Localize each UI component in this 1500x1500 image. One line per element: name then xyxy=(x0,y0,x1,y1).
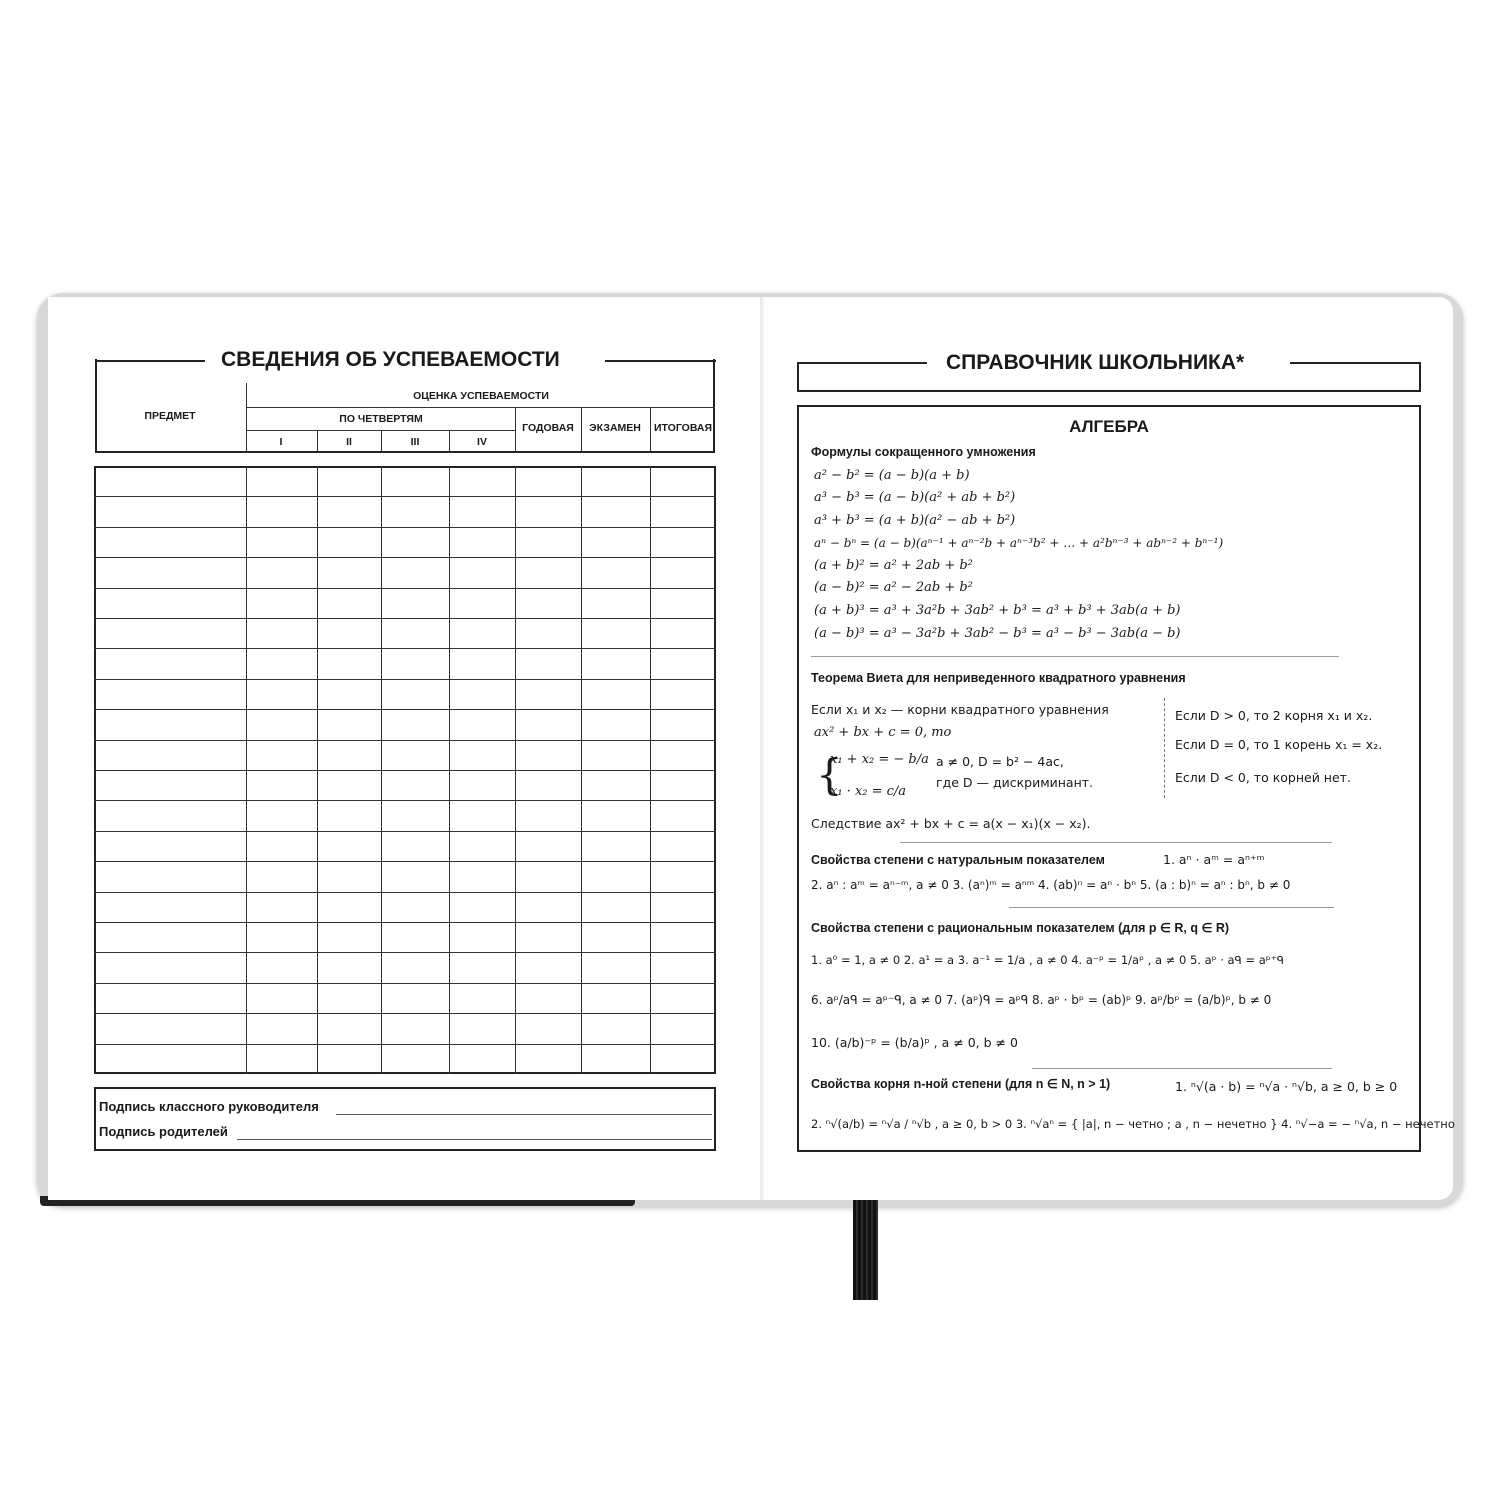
grid-row-line xyxy=(94,770,716,771)
grid-row-line xyxy=(94,1044,716,1045)
formula-2: a³ − b³ = (a − b)(a² + ab + b²) xyxy=(814,490,1016,505)
vieta-title: Теорема Виета для неприведенного квадратного уравнения xyxy=(811,671,1186,685)
grid-row-line xyxy=(94,588,716,589)
root-prop-1: 1. ⁿ√(a · b) = ⁿ√a · ⁿ√b, a ≥ 0, b ≥ 0 xyxy=(1175,1079,1398,1094)
separator-2 xyxy=(900,842,1332,843)
hdr-divider-q2 xyxy=(317,430,318,453)
grid-row-line xyxy=(94,892,716,893)
vieta-discriminant: где D — дискриминант. xyxy=(936,775,1094,790)
formula-6: (a − b)² = a² − 2ab + b² xyxy=(814,580,973,595)
formula-5: (a + b)² = a² + 2ab + b² xyxy=(814,558,973,573)
nat-power-line2: 2. aⁿ : aᵐ = aⁿ⁻ᵐ, a ≠ 0 3. (aⁿ)ᵐ = aⁿᵐ 4. (ab)ⁿ = aⁿ · bⁿ 5. (a : b)ⁿ = aⁿ : bⁿ, b ≠ 0 xyxy=(811,878,1291,892)
grades-header-table xyxy=(95,359,715,453)
grid-row-line xyxy=(94,557,716,558)
parent-signature-label: Подпись родителей xyxy=(99,1124,228,1139)
col-grade: ОЦЕНКА УСПЕВАЕМОСТИ xyxy=(413,390,549,402)
col-by-quarters: ПО ЧЕТВЕРТЯМ xyxy=(339,413,423,425)
rat-power-line2: 6. aᵖ/aᑫ = aᵖ⁻ᑫ, a ≠ 0 7. (aᵖ)ᑫ = aᵖᑫ 8. aᵖ · bᵖ = (ab)ᵖ 9. aᵖ/bᵖ = (a/b)ᵖ, b ≠ 0 xyxy=(811,993,1272,1007)
formula-8: (a − b)³ = a³ − 3a²b + 3ab² − b³ = a³ − b³ − 3ab(a − b) xyxy=(814,626,1181,641)
vieta-sum: x₁ + x₂ = − b/a xyxy=(830,752,929,767)
hdr-divider-exam xyxy=(581,407,582,453)
hdr-divider-q3 xyxy=(381,430,382,453)
col-q2: II xyxy=(346,436,352,448)
formula-4: aⁿ − bⁿ = (a − b)(aⁿ⁻¹ + aⁿ⁻²b + aⁿ⁻³b² + … + a²bⁿ⁻³ + abⁿ⁻² + bⁿ⁻¹) xyxy=(814,536,1224,550)
grid-row-line xyxy=(94,709,716,710)
col-subject: ПРЕДМЕТ xyxy=(144,410,196,422)
grid-row-line xyxy=(94,800,716,801)
right-page-title: СПРАВОЧНИК ШКОЛЬНИКА* xyxy=(946,351,1245,374)
signature-box xyxy=(94,1087,716,1151)
grid-row-line xyxy=(94,679,716,680)
rat-power-title: Свойства степени с рациональным показателем (для p ∈ R, q ∈ R) xyxy=(811,921,1230,935)
vieta-case-2: Если D = 0, то 1 корень x₁ = x₂. xyxy=(1175,737,1383,752)
parent-signature-line[interactable] xyxy=(237,1139,712,1140)
hdr-line-grade xyxy=(246,407,715,408)
separator-3 xyxy=(1009,907,1334,908)
nat-power-1: 1. aⁿ · aᵐ = aⁿ⁺ᵐ xyxy=(1163,852,1265,867)
grid-row-line xyxy=(94,861,716,862)
title-frame-top-right xyxy=(1290,362,1421,364)
col-exam: ЭКЗАМЕН xyxy=(589,422,641,434)
vieta-case-1: Если D > 0, то 2 корня x₁ и x₂. xyxy=(1175,708,1373,723)
vieta-equation: ax² + bx + c = 0, то xyxy=(814,725,952,740)
rat-power-line1: 1. a⁰ = 1, a ≠ 0 2. a¹ = a 3. a⁻¹ = 1/a , a ≠ 0 4. a⁻ᵖ = 1/aᵖ , a ≠ 0 5. aᵖ · aᑫ = aᵖ⁺ᑫ xyxy=(811,953,1284,967)
grid-row-line xyxy=(94,952,716,953)
vieta-case-3: Если D < 0, то корней нет. xyxy=(1175,770,1351,785)
algebra-heading: АЛГЕБРА xyxy=(1069,417,1149,436)
title-frame xyxy=(797,363,1421,392)
left-page-title: СВЕДЕНИЯ ОБ УСПЕВАЕМОСТИ xyxy=(221,348,560,371)
system-brace-icon: { xyxy=(816,750,843,799)
col-q3: III xyxy=(410,436,420,448)
col-final: ИТОГОВАЯ xyxy=(653,422,713,434)
col-q1: I xyxy=(279,436,283,448)
grid-row-line xyxy=(94,618,716,619)
hdr-divider-annual xyxy=(515,407,516,453)
grid-row-line xyxy=(94,922,716,923)
vieta-condition: a ≠ 0, D = b² − 4ac, xyxy=(936,754,1064,769)
grid-row-line xyxy=(94,740,716,741)
formula-1: a² − b² = (a − b)(a + b) xyxy=(814,468,970,483)
rat-power-line3: 10. (a/b)⁻ᵖ = (b/a)ᵖ , a ≠ 0, b ≠ 0 xyxy=(811,1035,1018,1050)
teacher-signature-line[interactable] xyxy=(336,1114,712,1115)
formula-3: a³ + b³ = (a + b)(a² − ab + b²) xyxy=(814,513,1016,528)
grid-row-line xyxy=(94,1013,716,1014)
title-frame-top-left xyxy=(797,362,927,364)
formula-7: (a + b)³ = a³ + 3a²b + 3ab² + b³ = a³ + b³ + 3ab(a + b) xyxy=(814,603,1181,618)
vieta-product: x₁ · x₂ = c/a xyxy=(830,784,907,799)
hdr-divider-final xyxy=(650,407,651,453)
bookmark-ribbon[interactable] xyxy=(853,1195,878,1300)
grid-row-line xyxy=(94,831,716,832)
separator-4 xyxy=(1032,1068,1332,1069)
nat-power-title: Свойства степени с натуральным показателем xyxy=(811,853,1105,867)
vieta-divider xyxy=(1164,698,1165,798)
teacher-signature-label: Подпись классного руководителя xyxy=(99,1099,319,1114)
grid-row-line xyxy=(94,983,716,984)
hdr-divider-subject xyxy=(246,383,247,453)
separator-1 xyxy=(811,656,1339,657)
grid-row-line xyxy=(94,527,716,528)
vieta-corollary: Следствие ax² + bx + c = a(x − x₁)(x − x₂). xyxy=(811,816,1091,831)
short-mult-title: Формулы сокращенного умножения xyxy=(811,445,1036,459)
col-q4: IV xyxy=(477,436,487,448)
grid-row-line xyxy=(94,496,716,497)
root-props-line2: 2. ⁿ√(a/b) = ⁿ√a / ⁿ√b , a ≥ 0, b > 0 3. ⁿ√aⁿ = { |a|, n − четно ; a , n − нечетно } 4. ⁿ√−a = − ⁿ√a, n − нечетно xyxy=(811,1117,1455,1131)
root-title: Свойства корня n-ной степени (для n ∈ N, n > 1) xyxy=(811,1077,1111,1091)
grid-row-line xyxy=(94,648,716,649)
hdr-divider-q4 xyxy=(449,430,450,453)
vieta-intro: Если x₁ и x₂ — корни квадратного уравнения xyxy=(811,702,1109,717)
col-annual: ГОДОВАЯ xyxy=(522,422,574,434)
